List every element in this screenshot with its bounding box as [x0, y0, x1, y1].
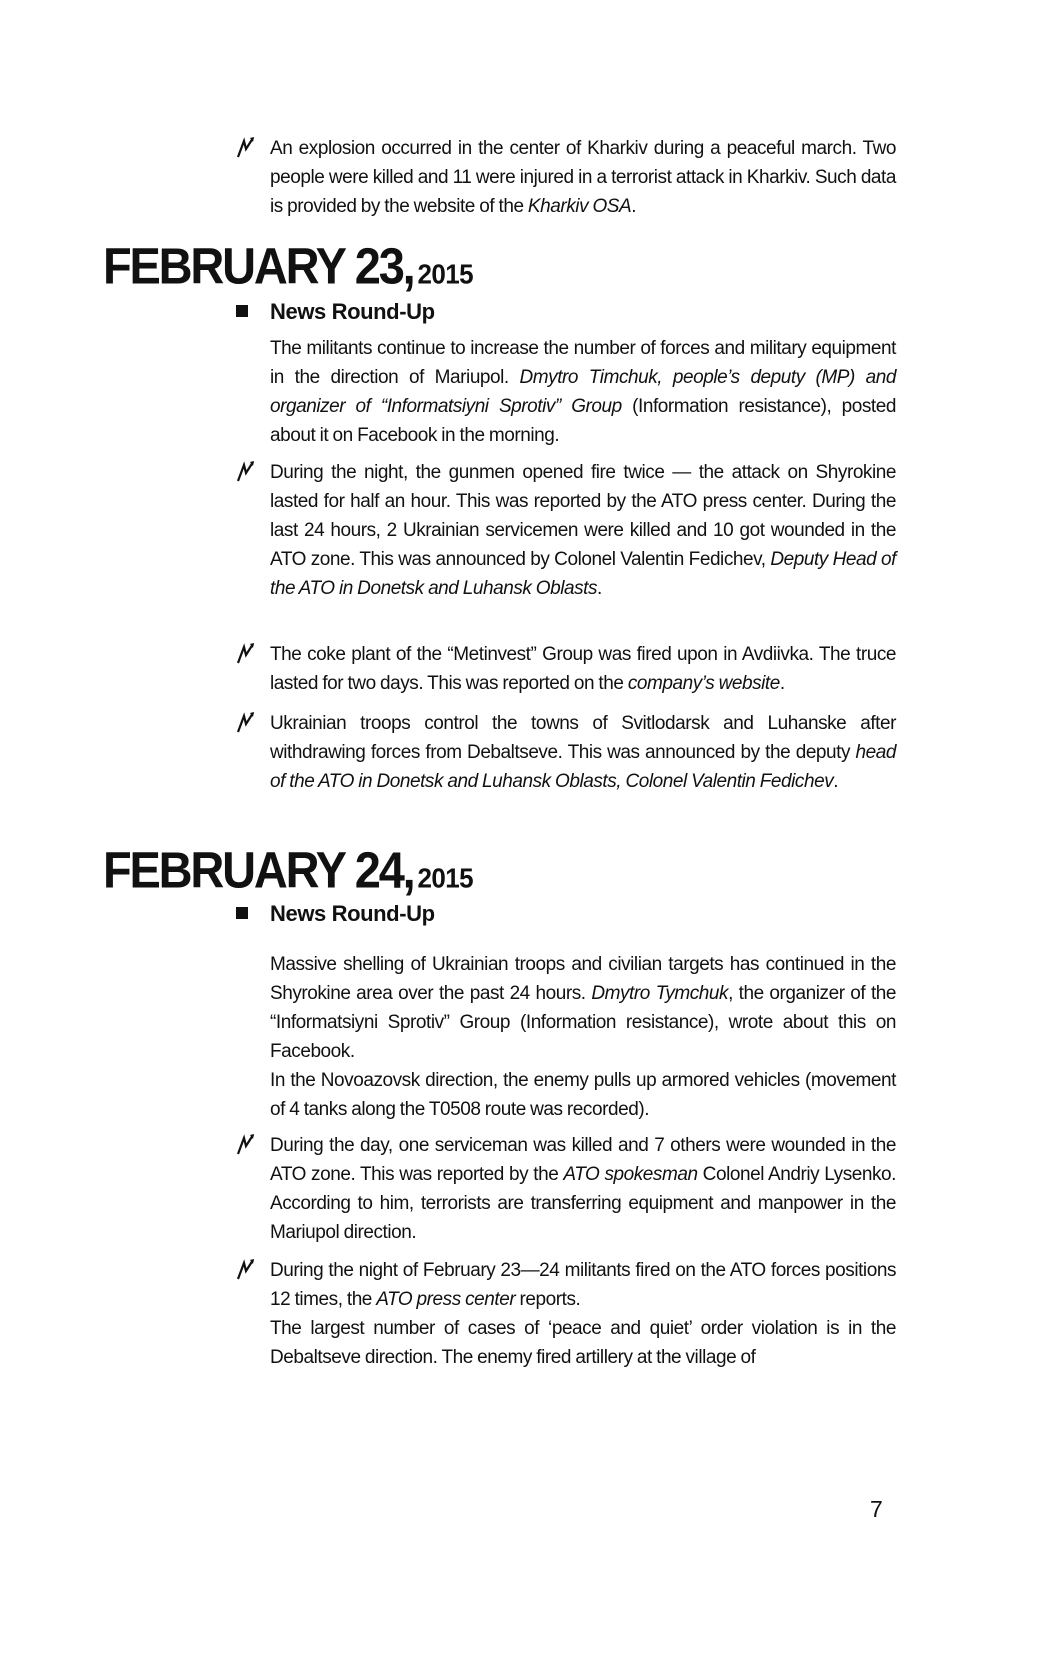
- news-item-text: During the day, one serviceman was killed and 7 others were wounded in the ATO zone. This was reported by the ATO spokesman Colonel Andriy Lysenko. According to him, terrorists are transferring equipment and manpower in the Mariupol direction.: [270, 1135, 896, 1243]
- lightning-bullet-icon: [235, 1132, 257, 1158]
- news-roundup-feb-23: [270, 298, 896, 450]
- lightning-bullet-icon: [235, 135, 257, 161]
- news-item-text: An explosion occurred in the center of Kharkiv during a peaceful march. Two people were killed and 11 were injured in a terrorist attack in Kharkiv. Such data is provided by the website of the Kharkiv OSA.: [270, 138, 896, 217]
- date-heading-feb-24: FEBRUARY 24, 2015: [103, 841, 473, 899]
- lightning-bullet-icon: [235, 710, 257, 736]
- roundup-title: News Round-Up: [270, 299, 435, 324]
- news-item-ato-casualties: [270, 1131, 896, 1247]
- date-heading-year: 2015: [417, 257, 473, 290]
- date-heading-feb-23: FEBRUARY 23, 2015: [103, 237, 473, 295]
- lightning-bullet-icon: [235, 641, 257, 667]
- square-bullet-icon: [236, 305, 248, 317]
- news-item-text-paragraph-2: The largest number of cases of ‘peace and quiet’ order violation is in the Debaltseve direction. The enemy fired artillery at the village of: [270, 1318, 896, 1368]
- square-bullet-icon: [236, 907, 248, 919]
- lightning-bullet-icon: [235, 1257, 257, 1283]
- news-item-text: The coke plant of the “Metinvest” Group was fired upon in Avdiivka. The truce lasted for two days. This was reported on the company’s website.: [270, 644, 896, 694]
- roundup-text: Massive shelling of Ukrainian troops and civilian targets has continued in the Shyrokine area over the past 24 hours. Dmytro Tymchuk, the organizer of the “Informatsiyni Sprotiv” Group (Information resistance), wrote about this on Facebook.: [270, 954, 897, 1062]
- news-item-kharkiv-explosion: [270, 134, 896, 221]
- news-item-avdiivka: [270, 640, 896, 698]
- lightning-bullet-icon: [235, 459, 257, 485]
- page-number: 7: [870, 1496, 883, 1522]
- roundup-title: News Round-Up: [270, 901, 435, 926]
- news-item-text: Ukrainian troops control the towns of Svitlodarsk and Luhanske after withdrawing forces from Debaltseve. This was announced by the deputy head of the ATO in Donetsk and Luhansk Oblasts, Colonel Valentin Fedichev.: [270, 713, 896, 792]
- roundup-text: The militants continue to increase the number of forces and military equipment in the direction of Mariupol. Dmytro Timchuk, people’s deputy (MP) and organizer of “Informatsiyni Sprotiv” Group (Information resistance), posted about it on Facebook in the morning.: [270, 338, 896, 446]
- news-item-text: During the night of February 23—24 militants fired on the ATO forces positions 12 times, the ATO press center reports.: [270, 1260, 896, 1310]
- roundup-text-paragraph-2: In the Novoazovsk direction, the enemy pulls up armored vehicles (movement of 4 tanks along the T0508 route was recorded).: [270, 1070, 896, 1120]
- date-heading-year: 2015: [417, 861, 473, 894]
- news-item-svitlodarsk: [270, 709, 896, 796]
- news-item-text: During the night, the gunmen opened fire twice — the attack on Shyrokine lasted for half an hour. This was reported by the ATO press center. During the last 24 hours, 2 Ukrainian servicemen were killed and 10 got wounded in the ATO zone. This was announced by Colonel Valentin Fedichev, Deputy Head of the ATO in Donetsk and Luhansk Oblasts.: [270, 462, 896, 599]
- news-roundup-feb-24: [270, 900, 896, 1124]
- news-item-night-shelling: [270, 1256, 896, 1372]
- news-item-shyrokine: [270, 458, 896, 603]
